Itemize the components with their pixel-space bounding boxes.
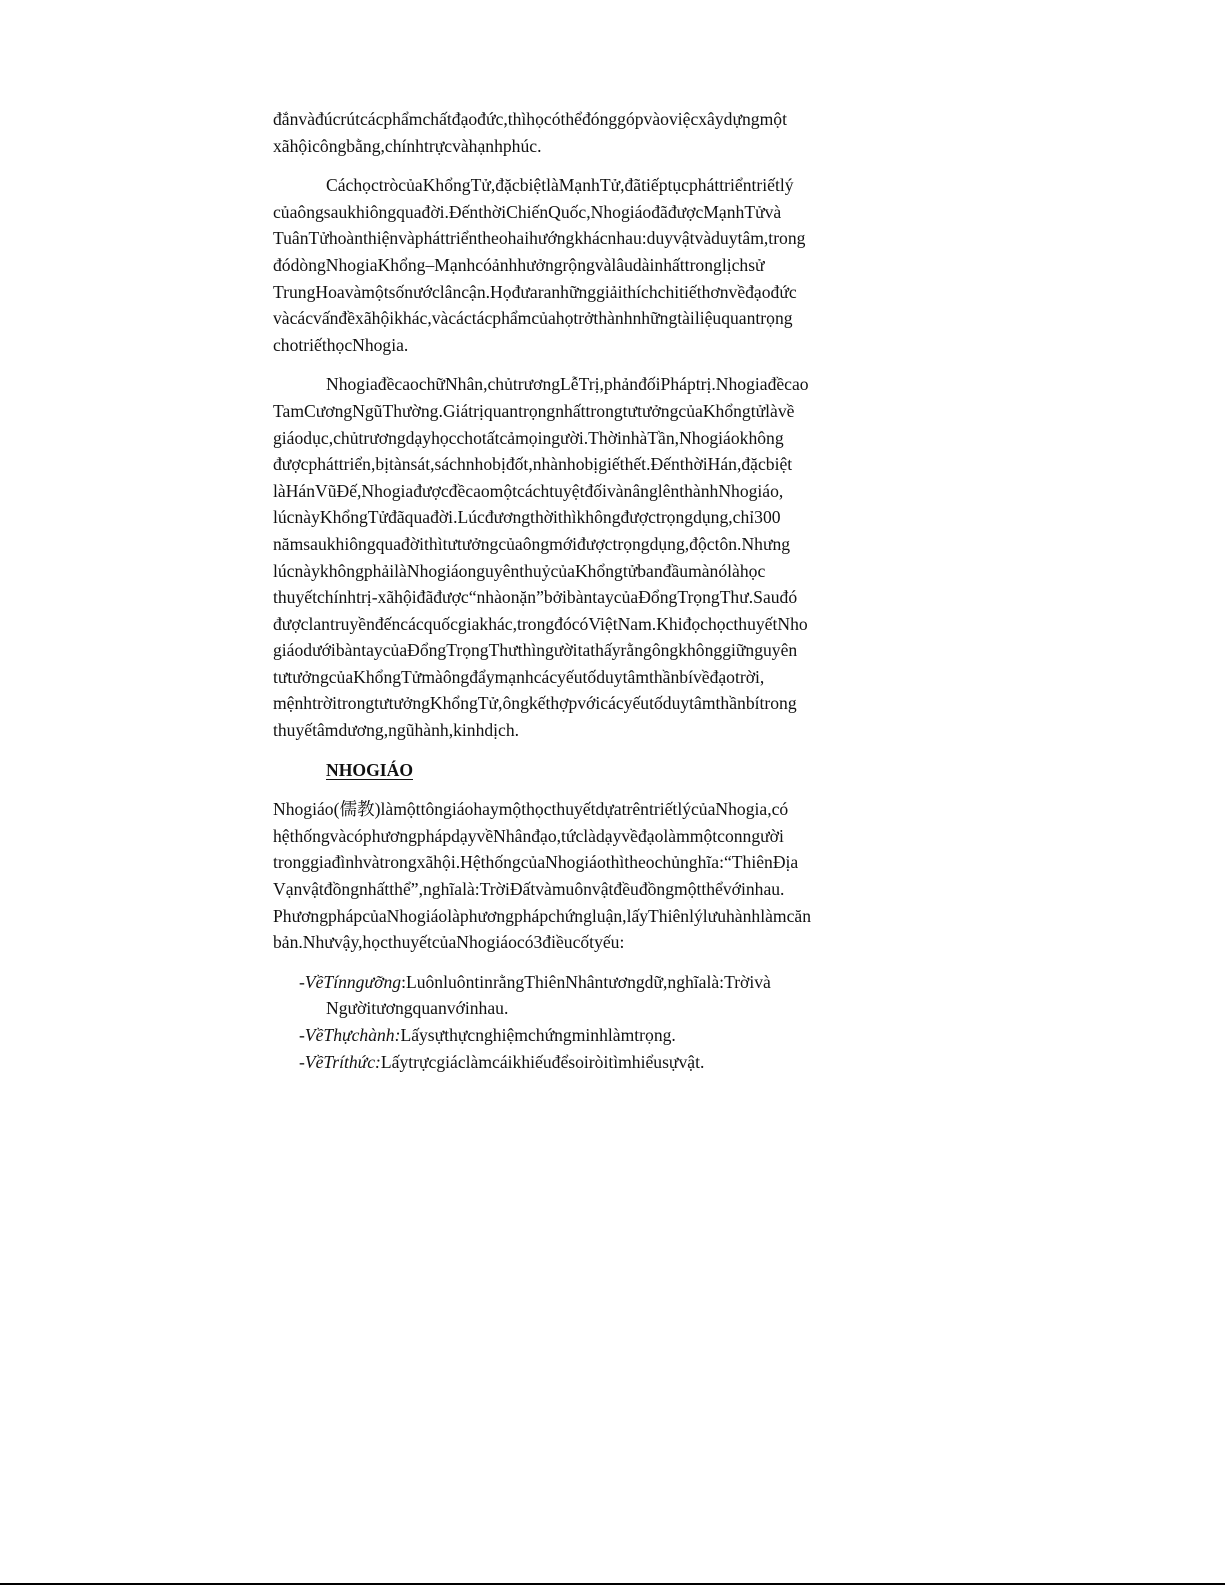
page-content — [273, 106, 873, 1075]
text-line: nămsaukhiôngquađờithìtưtưởngcủaôngmớiđượctrọngdụng,độctôn.Nhưng — [273, 533, 791, 554]
text-line: chotriếthọcNhogia. — [273, 334, 409, 355]
text-line: vàcácvấnđềxãhộikhác,vàcáctácphẩmcủahọtrởthànhnhữngtàiliệuquantrọng — [273, 308, 793, 329]
list-item-separator: : — [401, 971, 406, 992]
list-item-label: VềTínngưỡng — [304, 971, 402, 992]
section-heading: NHOGIÁO — [326, 759, 413, 780]
text-line: CáchọctròcủaKhổngTử,đặcbiệtlàMạnhTử,đãtiếptụcpháttriểntriếtlý — [326, 175, 794, 196]
text-line: tưtưởngcủaKhổngTửmàôngđẩymạnhcácyếutốduytâmthầnbívềđạotrời, — [273, 666, 765, 687]
list-dash: - — [299, 971, 305, 992]
text-line: củaôngsaukhiôngquađời.ĐếnthờiChiếnQuốc,NhogiáođãđượcMạnhTửvà — [273, 201, 782, 222]
text-line: NhogiađềcaochữNhân,chủtrươngLễTrị,phảnđốiPháptrị.Nhogiađềcao — [326, 374, 809, 395]
list-item-label: VềTríthức: — [304, 1051, 381, 1072]
list-dash: - — [299, 1025, 305, 1045]
list-item-text: LuônluôntinrằngThiênNhântươngdữ,nghĩalà:Trờivà — [405, 971, 771, 992]
text-line: PhươngphápcủaNhogiáolàphươngphápchứngluận,lấyThiênlýlưuhànhlàmcăn — [273, 905, 812, 926]
text-line: Vạnvậtđồngnhấtthể”,nghĩalà:TrờiĐấtvàmuônvậtđềuđồngmộtthểvớinhau. — [273, 879, 785, 900]
text-line: lúcnàykhôngphảilàNhogiáonguyênthuỷcủaKhổngtửbanđầumànólàhọc — [273, 560, 766, 581]
text-line: giáodục,chủtrươngdạyhọcchotấtcảmọingười.ThờinhàTần,Nhogiáokhông — [273, 427, 784, 448]
paragraph-1 — [273, 106, 873, 159]
text-line: thuyếtâmdương,ngũhành,kinhdịch. — [273, 720, 520, 741]
text-line: mệnhtrờitrongtưtưởngKhổngTử,ôngkếthợpvớicácyếutốduytâmthầnbítrong — [273, 693, 797, 714]
list-item-text: Lấysựthựcnghiệmchứngminhlàmtrọng. — [400, 1025, 676, 1045]
text-line: lúcnàyKhổngTửđãquađời.Lúcđươngthờithìkhôngđượctrọngdụng,chỉ300 — [273, 507, 781, 528]
list-item — [299, 969, 873, 1022]
list-item — [299, 1049, 873, 1076]
list-item-text: Lấytrựcgiáclàmcáikhiếuđểsoiròitìmhiểusựvật. — [380, 1051, 705, 1072]
list-dash: - — [299, 1051, 305, 1072]
text-line: Nhogiáo(儒教)làmộttôngiáohaymộthọcthuyếtdựatrêntriếtlýcủaNhogia,có — [273, 799, 789, 820]
text-line: làHánVũĐế,NhogiađượcđềcaomộtcáchtuyệtđốivànânglênthànhNhogiáo, — [273, 480, 784, 501]
text-line: TuânTửhoànthiệnvàpháttriểntheohaihướngkhácnhau:duyvậtvàduytâm,trong — [273, 228, 806, 249]
text-line: xãhộicôngbằng,chínhtrựcvàhạnhphúc. — [273, 135, 542, 156]
text-line: thuyếtchínhtrị-xãhộiđãđược“nhàonặn”bởibàntaycủaĐổngTrọngThư.Sauđó — [273, 587, 798, 608]
section-paragraph — [273, 796, 873, 956]
text-line: giáodướibàntaycủaĐổngTrọngThưthìngườitathấyrằngôngkhônggiữnguyên — [273, 640, 798, 661]
text-line: TrungHoavàmộtsốnướclâncận.Họđưaranhữnggiảithíchchitiếthơnvềđạođức — [273, 281, 797, 302]
paragraph-3 — [273, 371, 873, 743]
list-item-label: VềThựchành: — [304, 1025, 401, 1045]
list-item — [299, 1022, 873, 1049]
text-line: đódòngNhogiaKhổng–Mạnhcóảnhhưởngrộngvàlâudàinhấttronglịchsử — [273, 254, 765, 275]
text-line: bản.Nhưvậy,họcthuyếtcủaNhogiáocó3điềucốtyếu: — [273, 932, 625, 953]
text-line: đắnvàđúcrútcácphẩmchấtđạođức,thìhọcóthểđónggópvàoviệcxâydựngmột — [273, 109, 787, 129]
key-points-list — [299, 969, 873, 1075]
list-item-continuation: Ngườitươngquanvớinhau. — [326, 998, 509, 1019]
text-line: hệthốngvàcóphươngphápdạyvềNhânđạo,tứclàdạyvềđạolàmmộtconngười — [273, 825, 784, 846]
text-line: tronggiađìnhvàtrongxãhội.HệthốngcủaNhogiáothìtheochủnghĩa:“ThiênĐịa — [273, 852, 799, 873]
text-line: TamCươngNgũThường.GiátrịquantrọngnhấttrongtưtưởngcủaKhổngtửlàvề — [273, 400, 795, 421]
text-line: đượclantruyềnđếncácquốcgiakhác,trongđócóViệtNam.KhiđọchọcthuyếtNho — [273, 613, 808, 634]
text-line: đượcpháttriển,bịtànsát,sáchnhobịđốt,nhànhobịgiếthết.ĐếnthờiHán,đặcbiệt — [273, 454, 793, 475]
paragraph-2 — [273, 172, 873, 358]
